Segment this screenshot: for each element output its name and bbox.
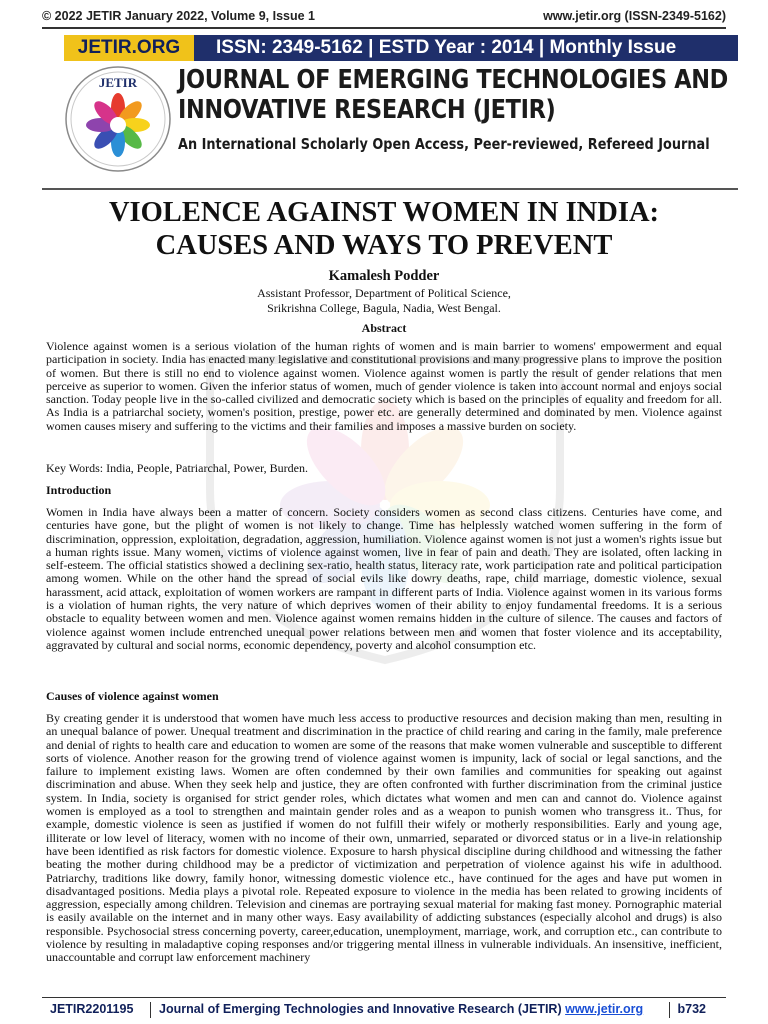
journal-title-line-1: JOURNAL OF EMERGING TECHNOLOGIES AND: [178, 65, 728, 95]
journal-subtitle: An International Scholarly Open Access, Peer-reviewed, Refereed Journal: [178, 135, 710, 153]
introduction-heading: Introduction: [46, 483, 112, 497]
footer-website-link[interactable]: www.jetir.org: [565, 1002, 644, 1016]
affiliation-line-1: Assistant Professor, Department of Political Science,: [257, 286, 511, 300]
running-footer: [42, 1000, 726, 1018]
author-name: Kamalesh Podder: [328, 268, 440, 284]
affiliation-line-2: Srikrishna College, Bagula, Nadia, West Bengal.: [267, 301, 501, 315]
logo-label: JETIR: [98, 75, 138, 90]
abstract-text: Violence against women is a serious violation of the human rights of women and is main barrier to womens' empowerment and equal participation in society. India has enacted many legislative and constitutional provisions and many progressive plans to improve the position of women. But there is still no end to violence against women. Violence against women is partly the result of gender relations that men perceive as superior to women. Given the inferior status of women, much of gender violence is taken into account normal and enjoys social sanction. Today people live in the so-called civilized and democratic society which is based on the principles of equality and freedom for all. As India is a patriarchal society, women's position, prestige, power etc. are generally determined and dominated by men. Violence against women causes misery and suffering to the victims and their families and imposes a massive burden on society.: [46, 339, 722, 433]
author-affiliation: [0, 286, 768, 316]
footer-journal-name: Journal of Emerging Technologies and Innovative Research (JETIR): [159, 1002, 562, 1016]
causes-text: By creating gender it is understood that women have much less access to productive resources and decision making than men, resulting in an unequal balance of power. Unequal treatment and discrimination in the practice of child rearing and caring in the family, male preference and denial of rights to health care and education to women are some of the reasons that make women vulnerable and susceptible to different sorts of violence. Another reason for the growing trend of violence against women is impunity, lack of social or legal sanctions, and the failure to implement existing laws. Women are often condemned by their own families and communities for speaking out against discrimination and abuse. When they seek help and justice, they are often confronted with further discrimination from the criminal justice system. In India, society is organised for strict gender roles, which dictates what women and men can and cannot do. Violence against women is employed as a tool to strengthen and maintain gender roles and as a weapon to punish women who transgress it.. Thus, for example, domestic violence is seen as justified if women do not fulfill their wifely or motherly responsibilities. Early and young age, illiterate or low level of literacy, women with no income of their own, unmarried, separated or divorced status or in a live-in relationship have been identified as risk factors for domestic violence. Exposure to harsh physical discipline during childhood and witnessing the father beating the mother during childhood may be a predictor of victimization and perpetration of violence against his wife in adulthood. Patriarchy, traditions like dowry, family honor, witnessing domestic violence etc., have continued for the ages and have put women in disadvantaged positions. Media plays a pivotal role. Repeated exposure to violence in the media has been related to growing incidents of aggression, especially among children. Television and cinemas are portraying sexual material for making fast money. Pornographic material is easily available on the internet and in many other ways. Easy availability of addicting substances (especially alcohol and drugs) is also responsible. Psychosocial stress concerning poverty, career,education, unemployment, marriage, work, and corruption etc., can contribute to violence by resulting in maladaptive coping responses and/or triggering mental illness in vulnerable individuals. An insensitive, inefficient, unaccountable and corrupt law enforcement machinery: [46, 711, 722, 965]
paper-title: [42, 196, 726, 262]
header-divider: [42, 27, 726, 29]
footer-page-number: b732: [669, 1002, 707, 1018]
jetir-logo-icon: [64, 65, 172, 173]
journal-title: [178, 65, 728, 125]
journal-tag: JETIR.ORG: [64, 35, 194, 61]
running-header: [42, 9, 726, 25]
paper-title-line-1: VIOLENCE AGAINST WOMEN IN INDIA:: [108, 197, 660, 228]
issn-bar: ISSN: 2349-5162 | ESTD Year : 2014 | Monthly Issue: [194, 35, 738, 61]
journal-title-line-2: INNOVATIVE RESEARCH (JETIR): [178, 95, 556, 125]
footer-paper-id: JETIR2201195: [50, 1002, 134, 1016]
journal-banner: [42, 33, 738, 190]
footer-divider: [42, 997, 726, 998]
header-copyright: © 2022 JETIR January 2022, Volume 9, Issue 1: [42, 9, 316, 23]
footer-journal: [150, 1002, 643, 1018]
keywords: Key Words: India, People, Patriarchal, Power, Burden.: [46, 461, 308, 475]
introduction-text: Women in India have always been a matter of concern. Society considers women as second class citizens. Centuries have come, and centuries have gone, but the plight of women is not likely to change. Time has helplessly watched women suffering in the form of discrimination, oppression, exploitation, degradation, aggression, humiliation. Violence against women is not just a women's rights issue but a human rights issue. Many women, victims of violence against women, live in fear of pain and death. They are isolated, often lacking in self-esteem. The official statistics showed a declining sex-ratio, health status, literacy rate, work participation rate and political participation among women. While on the other hand the spread of social evils like dowry deaths, rape, child marriage, domestic violence, sexual harassment, acid attack, exploitation of women workers are rampant in different parts of India. Violence against women in its various forms is a violation of human rights, the very nature of which deprives women of their ability to enjoy fundamental freedoms. It is a serious obstacle to equality between women and men. Violence against women remains hidden in the culture of silence. The causes and factors of violence against women include entrenched unequal power relations between men and women that foster violence and its acceptability, aggravated by cultural and social norms, economic dependency, poverty and alcohol consumption etc.: [46, 505, 722, 652]
paper-title-line-2: CAUSES AND WAYS TO PREVENT: [155, 230, 613, 261]
causes-heading: Causes of violence against women: [46, 689, 219, 703]
header-website: www.jetir.org (ISSN-2349-5162): [543, 9, 726, 23]
abstract-heading: Abstract: [361, 321, 407, 335]
